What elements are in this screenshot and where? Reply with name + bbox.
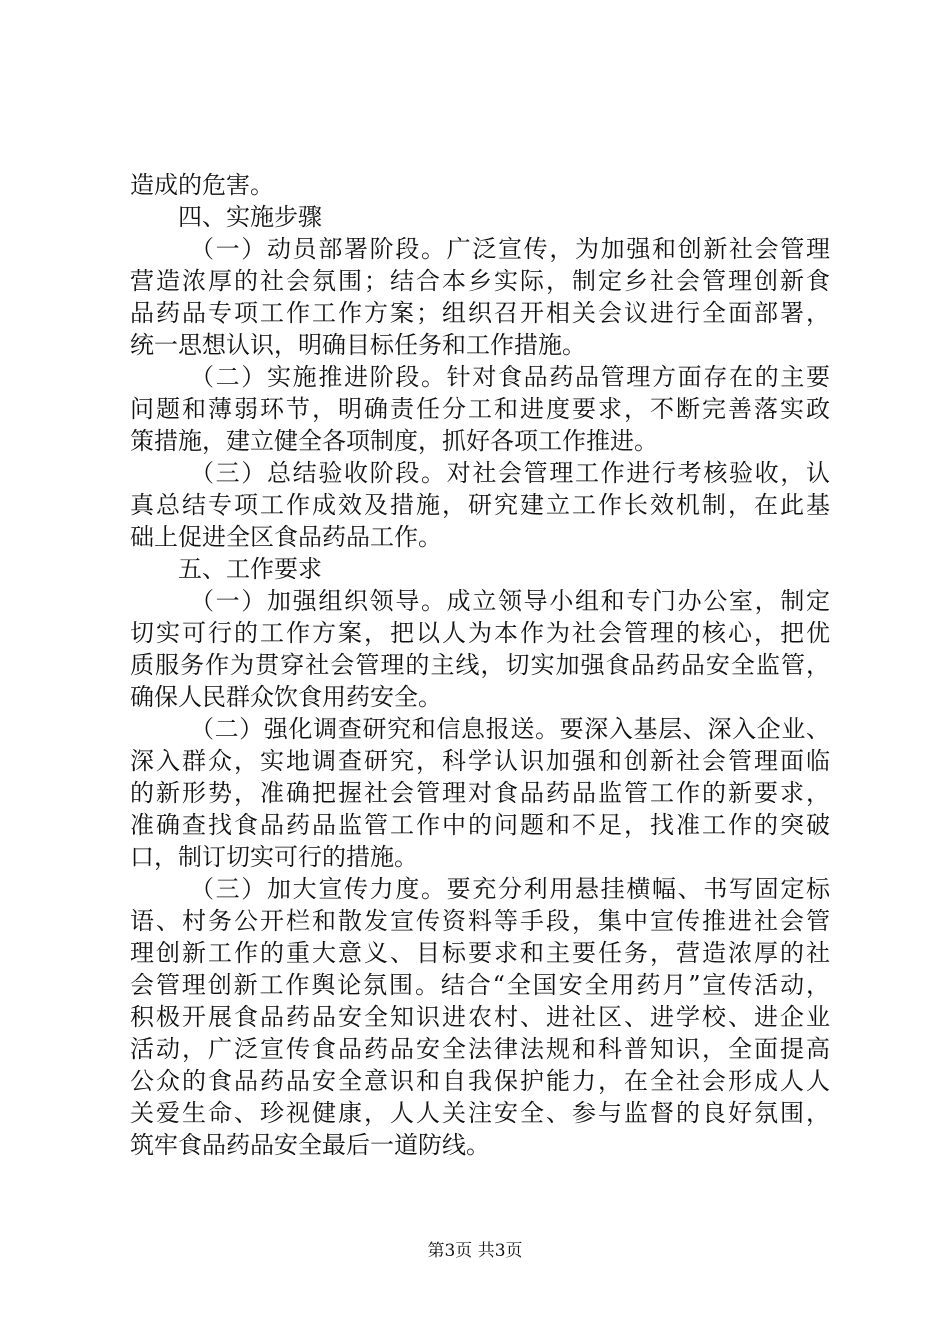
paragraph-line: 准确查找食品药品监管工作中的问题和不足，找准工作的突破 <box>130 811 830 839</box>
paragraph-line: 品药品专项工作工作方案；组织召开相关会议进行全面部署， <box>130 299 830 327</box>
paragraph-line: （三）加大宣传力度。要充分利用悬挂横幅、书写固定标 <box>190 875 830 903</box>
paragraph-line: 活动，广泛宣传食品药品安全法律法规和科普知识，全面提高 <box>130 1035 830 1063</box>
paragraph-line: 造成的危害。 <box>130 171 274 199</box>
paragraph-line: 语、村务公开栏和散发宣传资料等手段，集中宣传推进社会管 <box>130 907 830 935</box>
paragraph-line: 统一思想认识，明确目标任务和工作措施。 <box>130 331 586 359</box>
paragraph-line: 关爱生命、珍视健康，人人关注安全、参与监督的良好氛围， <box>130 1099 830 1127</box>
page-number-footer: 第3页 共3页 <box>427 1241 523 1261</box>
section-heading: 四、实施步骤 <box>178 203 322 231</box>
paragraph-line: 口，制订切实可行的措施。 <box>130 843 418 871</box>
paragraph-line: （三）总结验收阶段。对社会管理工作进行考核验收，认 <box>190 459 830 487</box>
paragraph-line: 积极开展食品药品安全知识进农村、进社区、进学校、进企业 <box>130 1003 830 1031</box>
paragraph-line: 的新形势，准确把握社会管理对食品药品监管工作的新要求， <box>130 779 830 807</box>
paragraph-line: 理创新工作的重大意义、目标要求和主要任务，营造浓厚的社 <box>130 939 830 967</box>
paragraph-line: 础上促进全区食品药品工作。 <box>130 523 442 551</box>
paragraph-line: 策措施，建立健全各项制度，抓好各项工作推进。 <box>130 427 658 455</box>
paragraph-line: 质服务作为贯穿社会管理的主线，切实加强食品药品安全监管， <box>130 651 830 679</box>
paragraph-line: 确保人民群众饮食用药安全。 <box>130 683 442 711</box>
paragraph-line: （二）强化调查研究和信息报送。要深入基层、深入企业、 <box>190 715 830 743</box>
document-body <box>130 169 830 1161</box>
paragraph-line: （二）实施推进阶段。针对食品药品管理方面存在的主要 <box>190 363 830 391</box>
paragraph-line: （一）加强组织领导。成立领导小组和专门办公室，制定 <box>190 587 830 615</box>
section-heading: 五、工作要求 <box>178 555 322 583</box>
paragraph-line: （一）动员部署阶段。广泛宣传，为加强和创新社会管理 <box>190 235 830 263</box>
paragraph-line: 会管理创新工作舆论氛围。结合“全国安全用药月”宣传活动， <box>130 971 830 999</box>
paragraph-line: 问题和薄弱环节，明确责任分工和进度要求，不断完善落实政 <box>130 395 830 423</box>
paragraph-line: 公众的食品药品安全意识和自我保护能力，在全社会形成人人 <box>130 1067 830 1095</box>
paragraph-line: 真总结专项工作成效及措施，研究建立工作长效机制，在此基 <box>130 491 830 519</box>
paragraph-line: 切实可行的工作方案，把以人为本作为社会管理的核心，把优 <box>130 619 830 647</box>
paragraph-line: 深入群众，实地调查研究，科学认识加强和创新社会管理面临 <box>130 747 830 775</box>
paragraph-line: 筑牢食品药品安全最后一道防线。 <box>130 1131 490 1159</box>
paragraph-line: 营造浓厚的社会氛围；结合本乡实际，制定乡社会管理创新食 <box>130 267 830 295</box>
